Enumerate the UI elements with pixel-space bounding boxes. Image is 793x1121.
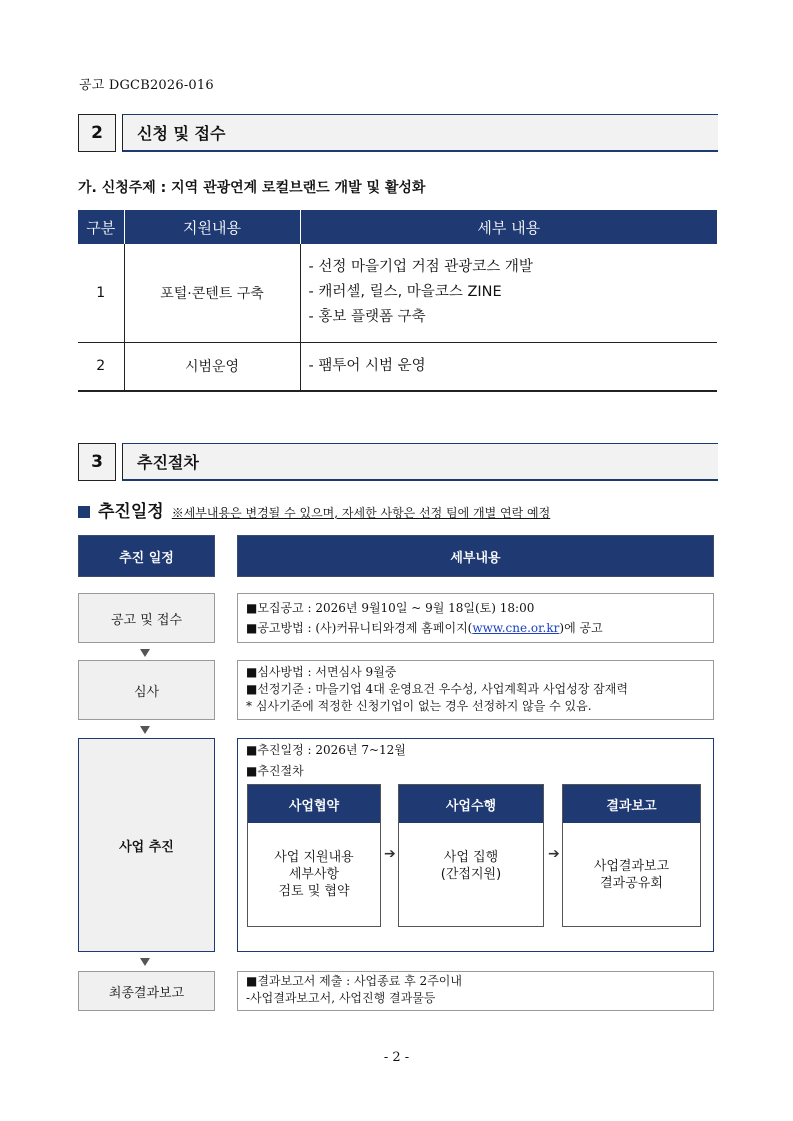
section-number: 2 [78, 114, 116, 152]
table-row [78, 244, 717, 342]
row-item: 시범운영 [124, 342, 300, 391]
step-execution: 사업 추진 [78, 738, 215, 952]
section-title: 추진절차 [122, 443, 718, 481]
arrow-down-icon [140, 726, 150, 734]
process-body: 사업 집행 (간접지원) [440, 850, 502, 882]
detail-line: - 홍보 플랫폼 구축 [308, 309, 426, 326]
detail-line: - 캐러셀, 릴스, 마을코스 ZINE [308, 284, 502, 301]
detail-line: ■선정기준 : 마을기업 4대 운영요건 우수성, 사업계획과 사업성장 잠재력 [246, 682, 628, 696]
process-title: 결과보고 [563, 785, 700, 823]
step-final-report-details [237, 971, 714, 1011]
schedule-note: ※세부내용은 변경될 수 있으며, 자세한 사항은 선정 팀에 개별 연락 예정 [171, 506, 551, 520]
detail-line: ■추진일정 : 2026년 7~12월 [246, 743, 406, 757]
arrow-down-icon [140, 649, 150, 657]
section-number: 3 [78, 443, 116, 481]
application-topic: 가. 신청주제 : 지역 관광연계 로컬브랜드 개발 및 활성화 [78, 180, 426, 196]
arrow-down-icon [140, 958, 150, 966]
detail-line: - 선정 마을기업 거점 관광코스 개발 [308, 259, 533, 276]
schedule-header-left: 추진 일정 [78, 535, 215, 577]
square-bullet-icon [78, 506, 90, 518]
support-table [78, 210, 717, 392]
detail-line: ■모집공고 : 2026년 9월10일 ~ 9월 18일(토) 18:00 [246, 601, 535, 615]
row-item: 포털·콘텐트 구축 [124, 244, 300, 342]
row-details [300, 342, 717, 391]
step-review: 심사 [78, 660, 215, 720]
detail-line: * 심사기준에 적정한 신청기업이 없는 경우 선정하지 않을 수 있음. [246, 699, 592, 713]
process-body: 사업 지원내용 세부사항 검토 및 협약 [274, 850, 354, 899]
process-title: 사업수행 [399, 785, 543, 823]
schedule-heading: 추진일정 [98, 502, 164, 522]
arrow-right-icon: ➔ [384, 846, 396, 862]
detail-line: ■결과보고서 제출 : 사업종료 후 2주이내 [246, 974, 462, 988]
document-id: 공고 DGCB2026-016 [79, 78, 214, 93]
detail-line: ■추진절차 [246, 764, 304, 778]
header-category: 구분 [78, 210, 124, 244]
detail-line: -사업결과보고서, 사업진행 결과물등 [246, 991, 436, 1005]
schedule-title [78, 497, 550, 522]
detail-line: ■공고방법 : (사)커뮤니티와경제 홈페이지(www.cne.or.kr)에 공고 [246, 621, 603, 635]
process-execution [398, 784, 544, 927]
row-number: 1 [78, 244, 124, 342]
row-details [300, 244, 717, 342]
step-announcement: 공고 및 접수 [78, 593, 215, 643]
process-body: 사업결과보고 결과공유회 [593, 858, 670, 891]
page-number: - 2 - [383, 1050, 410, 1065]
schedule-header-right: 세부내용 [237, 535, 714, 577]
row-number: 2 [78, 342, 124, 391]
step-review-details [237, 660, 714, 720]
step-announcement-details [237, 593, 714, 643]
table-row [78, 342, 717, 391]
process-title: 사업협약 [248, 785, 380, 823]
process-report [562, 784, 701, 927]
detail-line: - 팸투어 시범 운영 [308, 357, 426, 374]
step-final-report: 최종결과보고 [78, 971, 215, 1011]
homepage-link[interactable]: www.cne.or.kr [472, 621, 560, 635]
section-2-header [78, 114, 718, 154]
process-agreement [247, 784, 381, 927]
section-title: 신청 및 접수 [122, 114, 718, 152]
section-3-header [78, 443, 718, 483]
header-details: 세부 내용 [300, 210, 717, 244]
header-support-content: 지원내용 [124, 210, 300, 244]
arrow-right-icon: ➔ [548, 846, 560, 862]
detail-line: ■심사방법 : 서면심사 9월중 [246, 665, 397, 679]
